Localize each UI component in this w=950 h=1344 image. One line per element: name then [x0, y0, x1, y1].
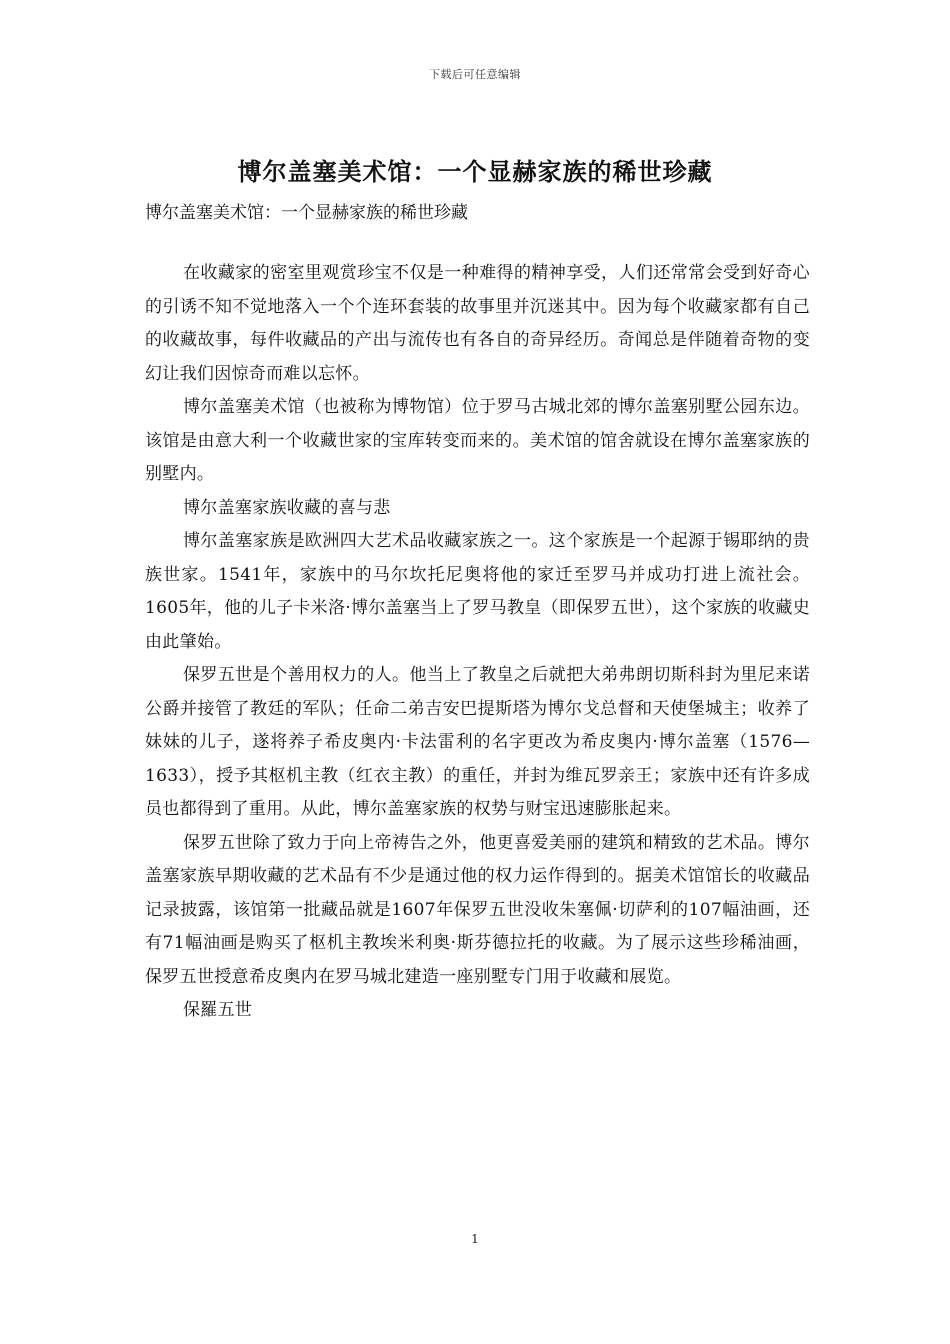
document-title: 博尔盖塞美术馆：一个显赫家族的稀世珍藏 — [237, 157, 713, 186]
image-caption-paul-v: 保羅五世 — [183, 1000, 253, 1020]
header-note: 下载后可任意编辑 — [429, 68, 521, 81]
document-subtitle: 博尔盖塞美术馆：一个显赫家族的稀世珍藏 — [145, 203, 468, 223]
paragraph-paul-v-art: 保罗五世除了致力于向上帝祷告之外，他更喜爱美丽的建筑和精致的艺术品。博尔盖塞家族早期收藏的艺术品有不少是通过他的权力运作得到的。据美术馆馆长的收藏品记录披露，该馆第一批藏品就是1607年保罗五世没收朱塞佩·切萨利的107幅油画，还有71幅油画是购买了枢机主教埃米利奥·斯芬德拉托的收藏。为了展示这些珍稀油画，保罗五世授意希皮奥内在罗马城北建造一座别墅专门用于收藏和展览。 — [145, 832, 810, 987]
document-body — [145, 197, 810, 1028]
paragraph-intro: 在收藏家的密室里观赏珍宝不仅是一种难得的精神享受，人们还常常会受到好奇心的引诱不知不觉地落入一个个连环套装的故事里并沉迷其中。因为每个收藏家都有自己的收藏故事，每件收藏品的产出与流传也有各自的奇异经历。奇闻总是伴随着奇物的变幻让我们因惊奇而难以忘怀。 — [145, 263, 810, 384]
paragraph-family-origin: 博尔盖塞家族是欧洲四大艺术品收藏家族之一。这个家族是一个起源于锡耶纳的贵族世家。1541年，家族中的马尔坎托尼奥将他的家迁至罗马并成功打进上流社会。1605年，他的儿子卡米洛·博尔盖塞当上了罗马教皇（即保罗五世），这个家族的收藏史由此肇始。 — [145, 531, 810, 652]
section-heading-family: 博尔盖塞家族收藏的喜与悲 — [183, 497, 391, 518]
page-number: 1 — [471, 1232, 479, 1246]
paragraph-paul-v-power: 保罗五世是个善用权力的人。他当上了教皇之后就把大弟弗朗切斯科封为里尼来诺公爵并接管了教廷的军队；任命二弟吉安巴提斯塔为博尔戈总督和天使堡城主；收养了妹妹的儿子，遂将养子希皮奥内·卡法雷利的名字更改为希皮奥内·博尔盖塞（1576—1633），授予其枢机主教（红衣主教）的重任，并封为维瓦罗亲王；家族中还有许多成员也都得到了重用。从此，博尔盖塞家族的权势与财宝迅速膨胀起来。 — [145, 665, 810, 819]
paragraph-museum-location: 博尔盖塞美术馆（也被称为博物馆）位于罗马古城北郊的博尔盖塞别墅公园东边。该馆是由意大利一个收藏世家的宝库转变而来的。美术馆的馆舍就设在博尔盖塞家族的别墅内。 — [145, 397, 810, 484]
